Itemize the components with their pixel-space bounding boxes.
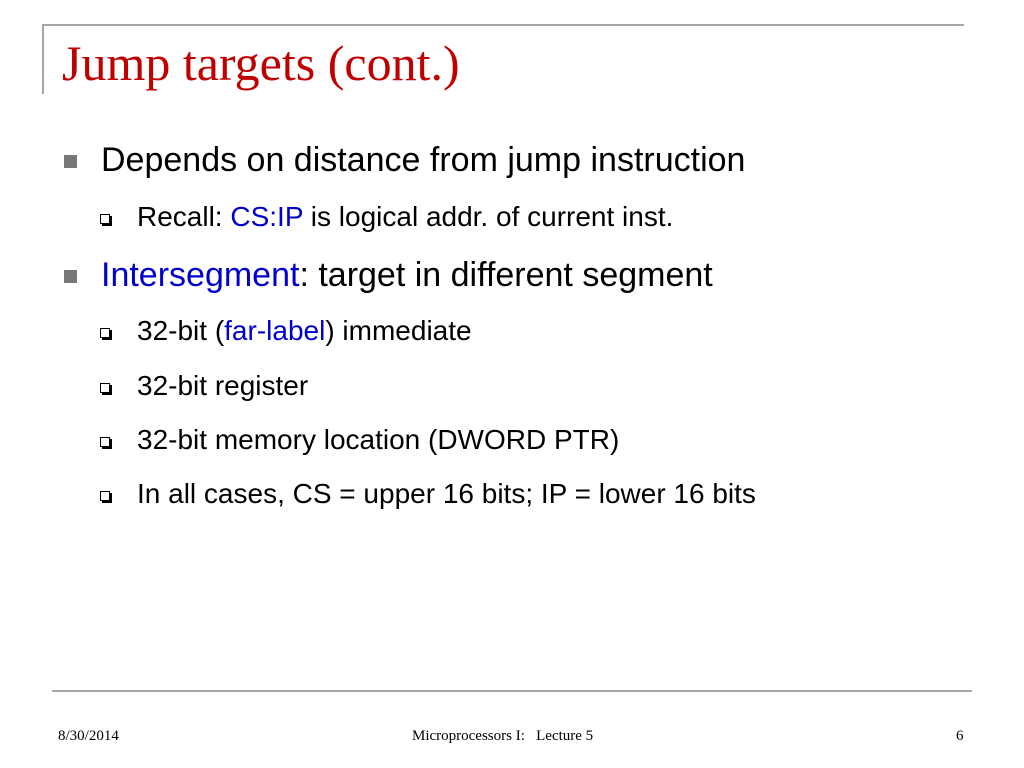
- sub-bullet-text: In all cases, CS = upper 16 bits; IP = lower 16 bits: [137, 478, 756, 509]
- footer-divider: [52, 690, 972, 692]
- sub-bullet-text: 32-bit memory location (DWORD PTR): [137, 424, 620, 455]
- bullet-item: [64, 255, 713, 295]
- bullet-text: Depends on distance from jump instruction: [101, 141, 746, 179]
- sub-bullet-item: [100, 200, 673, 234]
- sub-bullet-item: [100, 423, 619, 457]
- sub-bullet-text: 32-bit (far-label) immediate: [137, 315, 472, 346]
- footer-course-title: Microprocessors I: Lecture 5: [412, 728, 594, 744]
- box-bullet-icon: [100, 437, 110, 447]
- square-bullet-icon: [64, 155, 77, 168]
- square-bullet-icon: [64, 270, 77, 283]
- box-bullet-icon: [100, 491, 110, 501]
- box-bullet-icon: [100, 328, 110, 338]
- footer-page-number: 6: [956, 728, 964, 744]
- slide-title: Jump targets (cont.): [62, 35, 460, 91]
- sub-bullet-text: 32-bit register: [137, 370, 309, 401]
- sub-bullet-item: [100, 477, 756, 511]
- box-bullet-icon: [100, 214, 110, 224]
- bullet-text: Intersegment: target in different segment: [101, 256, 713, 294]
- sub-bullet-item: [100, 369, 308, 403]
- footer-date: 8/30/2014: [58, 728, 119, 744]
- sub-bullet-item: [100, 314, 472, 348]
- bullet-item: [64, 140, 745, 180]
- sub-bullet-text: Recall: CS:IP is logical addr. of current inst.: [137, 201, 674, 232]
- box-bullet-icon: [100, 383, 110, 393]
